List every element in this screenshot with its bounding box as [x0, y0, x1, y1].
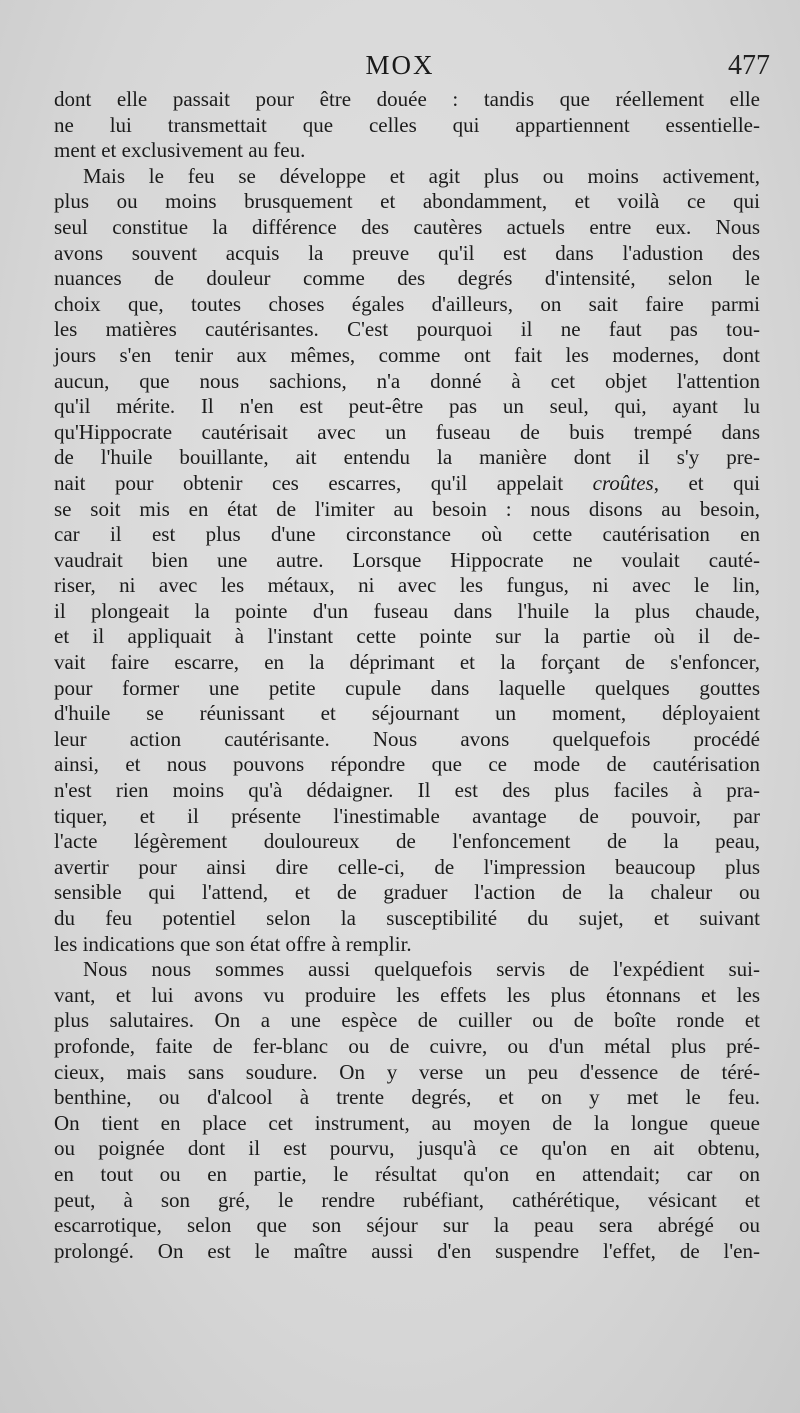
text-line: plus salutaires. On a une espèce de cuiller ou de boîte ronde et — [54, 1008, 760, 1033]
text-line: les indications que son état offre à remplir. — [54, 931, 412, 956]
text-line: car il est plus d'une circonstance où cette cautérisation en — [54, 522, 760, 547]
text-line: se soit mis en état de l'imiter au besoin : nous disons au besoin, — [54, 496, 760, 521]
text-line: pour former une petite cupule dans laquelle quelques gouttes — [54, 675, 760, 700]
text-line: l'acte légèrement douloureux de l'enfoncement de la peau, — [54, 829, 760, 854]
text-line: ne lui transmettait que celles qui appartiennent essentielle- — [54, 112, 760, 137]
text-line: en tout ou en partie, le résultat qu'on en attendait; car on — [54, 1161, 760, 1186]
text-line: vait faire escarre, en la déprimant et la forçant de s'enfoncer, — [54, 650, 760, 675]
text-line: prolongé. On est le maître aussi d'en suspendre l'effet, de l'en- — [54, 1238, 760, 1263]
page-header — [0, 50, 800, 86]
page-number: 477 — [728, 50, 770, 81]
text-line: plus ou moins brusquement et abondamment, et voilà ce qui — [54, 189, 760, 214]
text-line: On tient en place cet instrument, au moyen de la longue queue — [54, 1110, 760, 1135]
text-line: ment et exclusivement au feu. — [54, 138, 306, 163]
text-segment: nait pour obtenir ces escarres, qu'il appelait — [54, 470, 564, 495]
text-line: benthine, ou d'alcool à trente degrés, et on y met le feu. — [54, 1085, 760, 1110]
text-line: les matières cautérisantes. C'est pourquoi il ne faut pas tou- — [54, 317, 760, 342]
body-text — [54, 87, 760, 1264]
text-line: ou poignée dont il est pourvu, jusqu'à ce qu'on en ait obtenu, — [54, 1136, 760, 1161]
text-line: choix que, toutes choses égales d'ailleurs, on sait faire parmi — [54, 291, 760, 316]
text-line: escarrotique, selon que son séjour sur la peau sera abrégé ou — [54, 1213, 760, 1238]
text-line: ainsi, et nous pouvons répondre que ce mode de cautérisation — [54, 752, 760, 777]
italic-word: croûtes — [592, 470, 654, 495]
text-line: qu'il mérite. Il n'en est peut-être pas un seul, qui, ayant lu — [54, 394, 760, 419]
text-line: tiquer, et il présente l'inestimable avantage de pouvoir, par — [54, 803, 760, 828]
text-line: nuances de douleur comme des degrés d'intensité, selon le — [54, 266, 760, 291]
text-line: leur action cautérisante. Nous avons quelquefois procédé — [54, 726, 760, 751]
running-title: MOX — [365, 50, 435, 80]
text-line: aucun, que nous sachions, n'a donné à cet objet l'attention — [54, 368, 760, 393]
text-line-with-italic — [54, 471, 760, 497]
text-line: profonde, faite de fer-blanc ou de cuivre, ou d'un métal plus pré- — [54, 1033, 760, 1058]
text-line: vant, et lui avons vu produire les effets les plus étonnans et les — [54, 982, 760, 1007]
text-line: seul constitue la différence des cautères actuels entre eux. Nous — [54, 214, 760, 239]
text-line: de l'huile bouillante, ait entendu la manière dont il s'y pre- — [54, 445, 760, 470]
text-line: Nous nous sommes aussi quelquefois servis de l'expédient sui- — [83, 957, 760, 982]
text-line: il plongeait la pointe d'un fuseau dans l'huile la plus chaude, — [54, 598, 760, 623]
text-line: avons souvent acquis la preuve qu'il est dans l'adustion des — [54, 240, 760, 265]
text-line: du feu potentiel selon la susceptibilité du sujet, et suivant — [54, 906, 760, 930]
text-line: Mais le feu se développe et agit plus ou moins activement, — [83, 163, 760, 188]
text-line: avertir pour ainsi dire celle-ci, de l'impression beaucoup plus — [54, 854, 760, 879]
text-line: d'huile se réunissant et séjournant un moment, déployaient — [54, 701, 760, 726]
text-line: vaudrait bien une autre. Lorsque Hippocrate ne voulait cauté- — [54, 547, 760, 572]
text-line: dont elle passait pour être douée : tandis que réellement elle — [54, 87, 760, 111]
text-line: jours s'en tenir aux mêmes, comme ont fait les modernes, dont — [54, 342, 760, 367]
text-line: n'est rien moins qu'à dédaigner. Il est des plus faciles à pra- — [54, 778, 760, 803]
text-line: et il appliquait à l'instant cette pointe sur la partie où il de- — [54, 624, 760, 649]
text-line: qu'Hippocrate cautérisait avec un fuseau de buis trempé dans — [54, 419, 760, 444]
text-line: peut, à son gré, le rendre rubéfiant, cathérétique, vésicant et — [54, 1187, 760, 1212]
text-line: cieux, mais sans soudure. On y verse un peu d'essence de téré- — [54, 1059, 760, 1084]
text-segment: , et qui — [653, 470, 760, 495]
text-line: riser, ni avec les métaux, ni avec les fungus, ni avec le lin, — [54, 573, 760, 598]
text-line: sensible qui l'attend, et de graduer l'action de la chaleur ou — [54, 880, 760, 905]
